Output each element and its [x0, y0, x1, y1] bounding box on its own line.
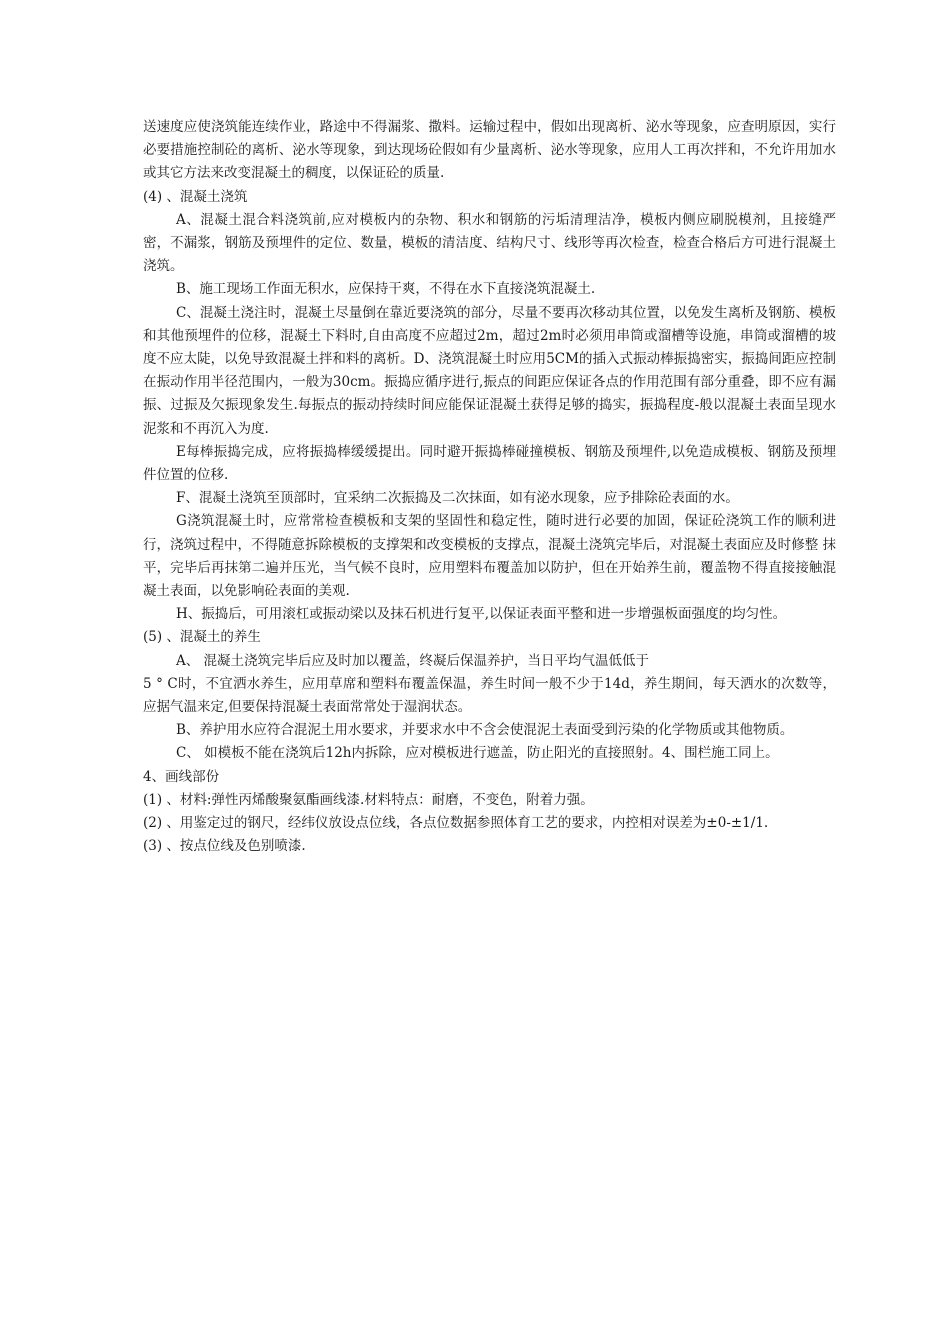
paragraph-pouring-b: B、施工现场工作面无积水，应保持干爽，不得在水下直接浇筑混凝土.: [176, 281, 596, 298]
paragraph-pouring-e: E每棒振捣完成，应将振捣棒缓缓提出。同时避开振捣棒碰撞模板、钢筋及预埋件,以免造成模板、钢筋及预埋件位置的位移.: [143, 443, 836, 484]
paragraph-pouring-a: A、混凝土混合料浇筑前,应对模板内的杂物、积水和钢筋的污垢清理洁净，模板内侧应刷脱模剂，且接缝严密，不漏浆，钢筋及预埋件的定位、数量，模板的清洁度、结构尺寸、线形等再次检查，检查合格后方可进行混凝土浇筑。: [143, 211, 836, 275]
paragraph-curing-a-continued: 5 ° C时，不宜洒水养生，应用草席和塑料布覆盖保温，养生时间一般不少于14d，养生期间，每天洒水的次数等，应据气温来定,但要保持混凝土表面常常处于湿润状态。: [143, 675, 836, 716]
paragraph-curing-c: C、 如模板不能在浇筑后12h内拆除，应对模板进行遮盖，防止阳光的直接照射。4、围栏施工同上。: [176, 745, 779, 762]
paragraph-pouring-h: H、振捣后，可用滚杠或振动梁以及抹石机进行复平,以保证表面平整和进一步增强板面强度的均匀性。: [176, 606, 787, 623]
heading-concrete-pouring: (4) 、混凝土浇筑: [143, 188, 248, 205]
paragraph-marking-1: (1) 、材料:弹性丙烯酸聚氨酯画线漆.材料特点：耐磨，不变色，附着力强。: [143, 791, 594, 808]
paragraph-curing-a: A、 混凝土浇筑完毕后应及时加以覆盖，终凝后保温养护，当日平均气温低低于: [176, 652, 650, 669]
paragraph-marking-3: (3) 、按点位线及色别喷漆.: [143, 838, 306, 855]
paragraph-transport: 送速度应使浇筑能连续作业，路途中不得漏浆、撒料。运输过程中，假如出现离析、泌水等现象，应查明原因，实行必要措施控制砼的离析、泌水等现象，到达现场砼假如有少量离析、泌水等现象，应用人工再次拌和，不允许用加水或其它方法来改变混凝土的稠度，以保证砼的质量.: [143, 119, 836, 182]
heading-line-marking: 4、画线部份: [143, 768, 220, 785]
paragraph-pouring-c-d: C、混凝土浇注时，混凝土尽量倒在靠近要浇筑的部分，尽量不要再次移动其位置，以免发生离析及钢筋、模板和其他预埋件的位移，混凝土下料时,自由高度不应超过2m，超过2m时必须用串筒或溜槽等设施，串筒或溜槽的坡度不应太陡，以免导致混凝土拌和料的离析。D、浇筑混凝土时应用5CM的插入式振动棒振捣密实，振捣间距应控制在振动作用半径范围内，一般为30cm。振捣应循序进行,振点的间距应保证各点的作用范围有部分重叠，即不应有漏振、过振及欠振现象发生.每振点的振动持续时间应能保证混凝土获得足够的捣实，振捣程度-般以混凝土表面呈现水泥浆和不再沉入为度.: [143, 304, 836, 437]
heading-concrete-curing: (5) 、混凝土的养生: [143, 629, 261, 646]
paragraph-curing-b: B、养护用水应符合混泥土用水要求，并要求水中不含会使混泥土表面受到污染的化学物质或其他物质。: [176, 722, 794, 739]
paragraph-marking-2: (2) 、用鉴定过的钢尺，经纬仪放设点位线，各点位数据参照体育工艺的要求，内控相对误差为±0-±1/1.: [143, 815, 769, 832]
paragraph-pouring-g: G浇筑混凝土时，应常常检查模板和支架的坚固性和稳定性，随时进行必要的加固，保证砼浇筑工作的顺利进行，浇筑过程中，不得随意拆除模板的支撑架和改变模板的支撑点，混凝土浇筑完毕后，对混凝土表面应及时修整 抹平，完毕后再抹第二遍并压光，当气候不良时，应用塑料布覆盖加以防护，但在开始养生前，覆盖物不得直接接触混凝土表面，以免影响砼表面的美观.: [143, 513, 836, 600]
paragraph-pouring-f: F、混凝土浇筑至顶部时，宜采纳二次振捣及二次抹面，如有泌水现象，应予排除砼表面的水。: [176, 490, 739, 507]
document-body: [143, 116, 836, 859]
